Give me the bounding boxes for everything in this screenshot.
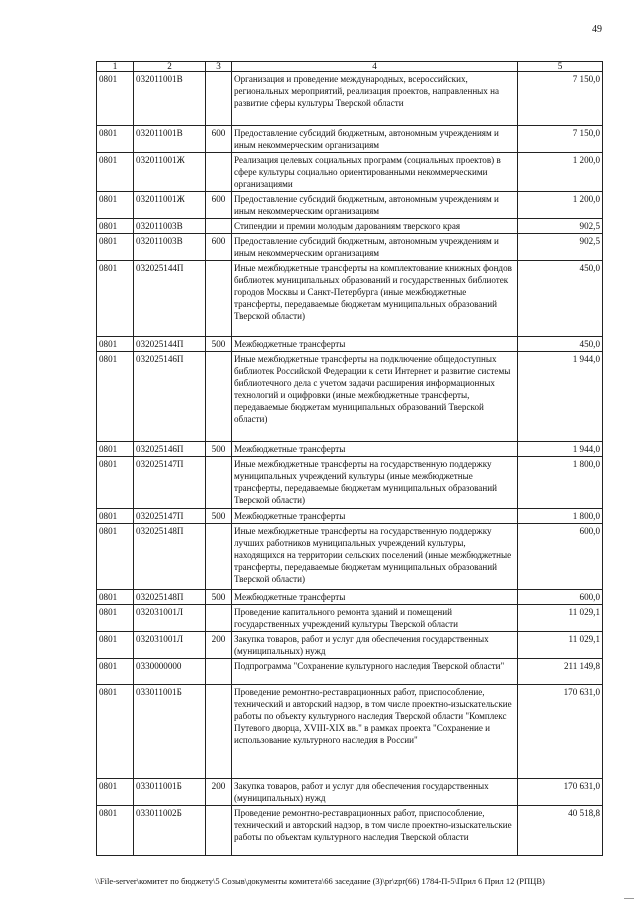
table-row <box>97 685 603 779</box>
row-description: Закупка товаров, работ и услуг для обеспечения государственных (муниципальных) нужд <box>232 779 518 806</box>
row-expense-type: 500 <box>206 337 232 352</box>
row-article-code: 032011001Ж <box>134 192 206 219</box>
row-amount: 1 944,0 <box>518 352 603 442</box>
row-section-code: 0801 <box>97 219 134 234</box>
row-description: Проведение капитального ремонта зданий и помещений государственных учреждений культуры Тверской области <box>232 605 518 632</box>
row-article-code: 032011001В <box>134 126 206 153</box>
row-description: Предоставление субсидий бюджетным, автономным учреждениям и иным некоммерческим организациям <box>232 192 518 219</box>
row-description: Закупка товаров, работ и услуг для обеспечения государственных (муниципальных) нужд <box>232 632 518 659</box>
row-section-code: 0801 <box>97 153 134 192</box>
row-article-code: 032025146П <box>134 352 206 442</box>
row-amount: 450,0 <box>518 337 603 352</box>
row-article-code: 032025144П <box>134 261 206 337</box>
table-row <box>97 234 603 261</box>
table-row <box>97 605 603 632</box>
row-description: Стипендии и премии молодым дарованиям тверского края <box>232 219 518 234</box>
row-description: Подпрограмма "Сохранение культурного наследия Тверской области" <box>232 659 518 685</box>
table-row <box>97 337 603 352</box>
row-amount: 11 029,1 <box>518 605 603 632</box>
row-section-code: 0801 <box>97 509 134 524</box>
row-section-code: 0801 <box>97 685 134 779</box>
table-row <box>97 153 603 192</box>
row-article-code: 032011003В <box>134 234 206 261</box>
row-amount: 1 800,0 <box>518 457 603 509</box>
row-article-code: 032025146П <box>134 442 206 457</box>
row-amount: 170 631,0 <box>518 685 603 779</box>
row-article-code: 032031001Л <box>134 632 206 659</box>
row-expense-type <box>206 72 232 126</box>
table-row <box>97 632 603 659</box>
table-row <box>97 457 603 509</box>
row-expense-type <box>206 352 232 442</box>
row-article-code: 032025148П <box>134 524 206 590</box>
row-amount: 7 150,0 <box>518 126 603 153</box>
row-amount: 600,0 <box>518 590 603 605</box>
row-description: Проведение ремонтно-реставрационных работ, приспособление, технический и авторский надзор, в том числе проектно-изыскательские работы по объекту культурного наследия Тверской области "Комплекс Путевого дворца, XVIII-XIX вв." в рамках проекта "Сохранение и использование культурного наследия в России" <box>232 685 518 779</box>
row-article-code: 0330000000 <box>134 659 206 685</box>
row-description: Иные межбюджетные трансферты на государственную поддержку лучших работников муниципальных учреждений культуры, находящихся на территории сельских поселений (иные межбюджетные трансферты, передаваемые бюджетам муниципальных образований Тверской области) <box>232 524 518 590</box>
row-description: Организация и проведение международных, всероссийских, региональных мероприятий, реализация проектов, направленных на развитие сферы культуры Тверской области <box>232 72 518 126</box>
table-row <box>97 509 603 524</box>
row-amount: 1 944,0 <box>518 442 603 457</box>
row-section-code: 0801 <box>97 457 134 509</box>
row-article-code: 032025144П <box>134 337 206 352</box>
row-description: Межбюджетные трансферты <box>232 590 518 605</box>
header-article: 2 <box>134 62 206 72</box>
table-row <box>97 524 603 590</box>
row-description: Межбюджетные трансферты <box>232 509 518 524</box>
row-description: Иные межбюджетные трансферты на государственную поддержку муниципальных учреждений культуры (иные межбюджетные трансферты, передаваемые бюджетам муниципальных образований Тверской области) <box>232 457 518 509</box>
row-amount: 600,0 <box>518 524 603 590</box>
table-row <box>97 219 603 234</box>
row-expense-type: 200 <box>206 632 232 659</box>
row-section-code: 0801 <box>97 126 134 153</box>
row-amount: 211 149,8 <box>518 659 603 685</box>
row-expense-type <box>206 261 232 337</box>
row-section-code: 0801 <box>97 72 134 126</box>
row-article-code: 032011001В <box>134 72 206 126</box>
row-expense-type: 500 <box>206 590 232 605</box>
table-row <box>97 442 603 457</box>
row-expense-type: 500 <box>206 509 232 524</box>
row-amount: 170 631,0 <box>518 779 603 806</box>
table-body <box>97 72 603 856</box>
table-row <box>97 659 603 685</box>
row-expense-type <box>206 806 232 856</box>
row-section-code: 0801 <box>97 590 134 605</box>
header-sum: 5 <box>518 62 603 72</box>
row-expense-type <box>206 524 232 590</box>
table-row <box>97 590 603 605</box>
row-expense-type: 600 <box>206 234 232 261</box>
row-expense-type: 600 <box>206 192 232 219</box>
row-article-code: 033011001Б <box>134 779 206 806</box>
row-amount: 7 150,0 <box>518 72 603 126</box>
row-expense-type <box>206 685 232 779</box>
header-name: 4 <box>232 62 518 72</box>
row-description: Предоставление субсидий бюджетным, автономным учреждениям и иным некоммерческим организациям <box>232 234 518 261</box>
row-amount: 11 029,1 <box>518 632 603 659</box>
row-amount: 902,5 <box>518 219 603 234</box>
row-article-code: 033011002Б <box>134 806 206 856</box>
row-amount: 40 518,8 <box>518 806 603 856</box>
row-expense-type: 500 <box>206 442 232 457</box>
row-expense-type <box>206 605 232 632</box>
row-section-code: 0801 <box>97 234 134 261</box>
row-expense-type: 600 <box>206 126 232 153</box>
row-expense-type <box>206 457 232 509</box>
header-type: 3 <box>206 62 232 72</box>
table-header-row <box>97 62 603 72</box>
table-row <box>97 72 603 126</box>
row-article-code: 032025148П <box>134 590 206 605</box>
row-article-code: 032011001Ж <box>134 153 206 192</box>
row-amount: 1 200,0 <box>518 192 603 219</box>
row-description: Реализация целевых социальных программ (социальных проектов) в сфере культуры социально ориентированными некоммерческими организациями <box>232 153 518 192</box>
table-row <box>97 261 603 337</box>
row-article-code: 032025147П <box>134 509 206 524</box>
table-row <box>97 806 603 856</box>
row-description: Проведение ремонтно-реставрационных работ, приспособление, технический и авторский надзор, в том числе проектно-изыскательские работы по объектам культурного наследия Тверской области <box>232 806 518 856</box>
table-row <box>97 352 603 442</box>
row-section-code: 0801 <box>97 337 134 352</box>
corner-mark <box>624 898 634 899</box>
footer-file-path: \\File-server\комитет по бюджету\5 Созыв\документы комитета\66 заседание (3)\pr\zpr(66) 1784-П-5\Прил 6 Прил 12 (РПЦВ) <box>95 876 545 886</box>
row-section-code: 0801 <box>97 261 134 337</box>
row-amount: 902,5 <box>518 234 603 261</box>
row-expense-type <box>206 153 232 192</box>
header-section: 1 <box>97 62 134 72</box>
row-section-code: 0801 <box>97 779 134 806</box>
row-section-code: 0801 <box>97 192 134 219</box>
row-description: Предоставление субсидий бюджетным, автономным учреждениям и иным некоммерческим организациям <box>232 126 518 153</box>
row-section-code: 0801 <box>97 632 134 659</box>
row-amount: 1 200,0 <box>518 153 603 192</box>
row-section-code: 0801 <box>97 605 134 632</box>
row-article-code: 033011001Б <box>134 685 206 779</box>
row-section-code: 0801 <box>97 524 134 590</box>
budget-table <box>96 61 603 856</box>
row-description: Межбюджетные трансферты <box>232 337 518 352</box>
row-description: Иные межбюджетные трансферты на комплектование книжных фондов библиотек муниципальных образований и государственных библиотек городов Москвы и Санкт-Петербурга (иные межбюджетные трансферты, передаваемые бюджетам муниципальных образований Тверской области) <box>232 261 518 337</box>
row-expense-type: 200 <box>206 779 232 806</box>
row-article-code: 032031001Л <box>134 605 206 632</box>
row-section-code: 0801 <box>97 442 134 457</box>
row-section-code: 0801 <box>97 806 134 856</box>
table-row <box>97 779 603 806</box>
row-description: Иные межбюджетные трансферты на подключение общедоступных библиотек Российской Федерации к сети Интернет и развитие системы библиотечного дела с учетом задачи расширения информационных технологий и оцифровки (иные межбюджетные трансферты, передаваемые бюджетам муниципальных образований Тверской области) <box>232 352 518 442</box>
table-row <box>97 192 603 219</box>
row-article-code: 032025147П <box>134 457 206 509</box>
page-number: 49 <box>592 24 602 35</box>
row-expense-type <box>206 219 232 234</box>
row-section-code: 0801 <box>97 659 134 685</box>
table-row <box>97 126 603 153</box>
row-article-code: 032011003В <box>134 219 206 234</box>
row-amount: 1 800,0 <box>518 509 603 524</box>
row-expense-type <box>206 659 232 685</box>
row-section-code: 0801 <box>97 352 134 442</box>
row-amount: 450,0 <box>518 261 603 337</box>
row-description: Межбюджетные трансферты <box>232 442 518 457</box>
